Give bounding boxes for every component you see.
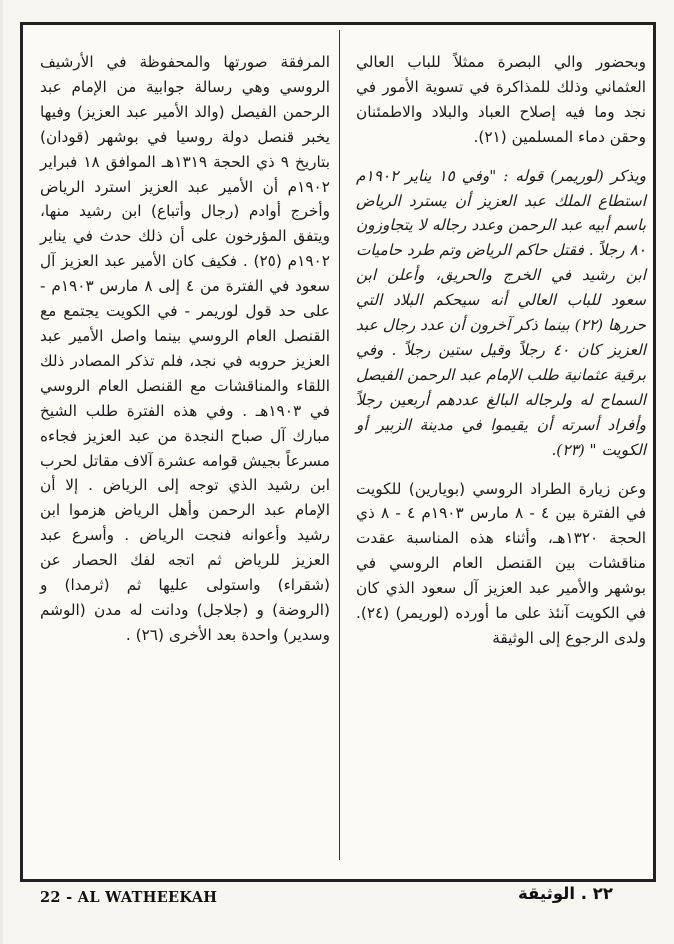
right-column [356, 50, 646, 651]
left-column [40, 50, 330, 648]
paragraph: المرفقة صورتها والمحفوظة في الأرشيف الروسي وهي رسالة جوابية من الإمام عبد الرحمن الفيصل (والد الأمير عبد العزيز) وفيها يخبر قنصل دولة روسيا في بوشهر (قودان) بتاريخ ٩ ذي الحجة ١٣١٩هـ الموافق ١٨ فبراير ١٩٠٢م أن الأمير عبد العزيز استرد الرياض وأخرج أوادم (رجال وأتباع) ابن رشيد منها، ويتفق المؤرخون على أن ذلك حدث في يناير ١٩٠٢م (٢٥) . فكيف كان الأمير عبد العزيز آل سعود في الفترة من ٤ إلى ٨ مارس ١٩٠٣م - على حد قول لوريمر - في الكويت يجتمع مع القنصل العام الروسي بينما واصل الأمير عبد العزيز حروبه في نجد، فلم تذكر المصادر ذلك اللقاء والمناقشات مع القنصل العام الروسي في ١٩٠٣هـ . وفي هذه الفترة طلب الشيخ مبارك آل صباح النجدة من عبد العزيز فجاءه مسرعاً بجيش قوامه عشرة آلاف مقاتل لحرب ابن رشيد الذي توجه إلى الرياض . إلا أن الإمام عبد الرحمن وأهل الرياض هزموا ابن رشيد وأعوانه فنجت الرياض . وأسرع عبد العزيز للرياض ثم اتجه لفك الحصار عن (شقراء) واستولى عليها ثم (ثرمدا) و (الروضة) و (جلاجل) ودانت له مدن (الوشم وسدير) واحدة بعد الأخرى (٢٦) . [40, 53, 331, 644]
column-divider [339, 30, 340, 860]
page-footer-arabic: ٢٢ . الوثيقة [518, 884, 613, 903]
paragraph: وبحضور والي البصرة ممثلاً للباب العالي العثماني وذلك للمذاكرة في تسوية الأمور في نجد وما فيه إصلاح العباد والبلاد والاطمئنان وحقن دماء المسلمين (٢١). [356, 53, 646, 146]
paragraph: وعن زيارة الطراد الروسي (بويارين) للكويت في الفترة بين ٤ - ٨ مارس ١٩٠٣م ٤ - ٨ ذي الحجة ١٣٢٠هـ، وأثناء هذه المناسبة عقدت مناقشات بين القنصل العام الروسي في بوشهر والأمير عبد العزيز آل سعود الذي كان في الكويت آنئذ على ما أورده (لوريمر) (٢٤). ولدى الرجوع إلى الوثيقة [356, 479, 647, 647]
page-footer-latin: 22 - AL WATHEEKAH [40, 889, 218, 906]
scan-edge [0, 0, 3, 944]
quoted-paragraph: ويذكر (لوريمر) قوله : "وفي ١٥ يناير ١٩٠٢م استطاع الملك عبد العزيز أن يسترد الرياض باسم أبيه عبد الرحمن وعدد رجاله لا يتجاوزون ٨٠ رجلاً . فقتل حاكم الرياض وتم طرد حاميات ابن رشيد في الخرج والحريق، وأعلن ابن سعود للباب العالي أنه سيحكم البلاد التي حررها (٢٢) بينما ذكر آخرون أن عدد رجال عبد العزيز كان ٤٠ رجلاً وقيل ستين رجلاً . وفي برقية عثمانية طلب الإمام عبد الرحمن الفيصل السماح له ولرجاله البالغ عددهم أربعين رجلاً وأفراد أسرته أن يقيموا في مدينة الزبير أو الكويت " (٢٣). [356, 166, 646, 459]
